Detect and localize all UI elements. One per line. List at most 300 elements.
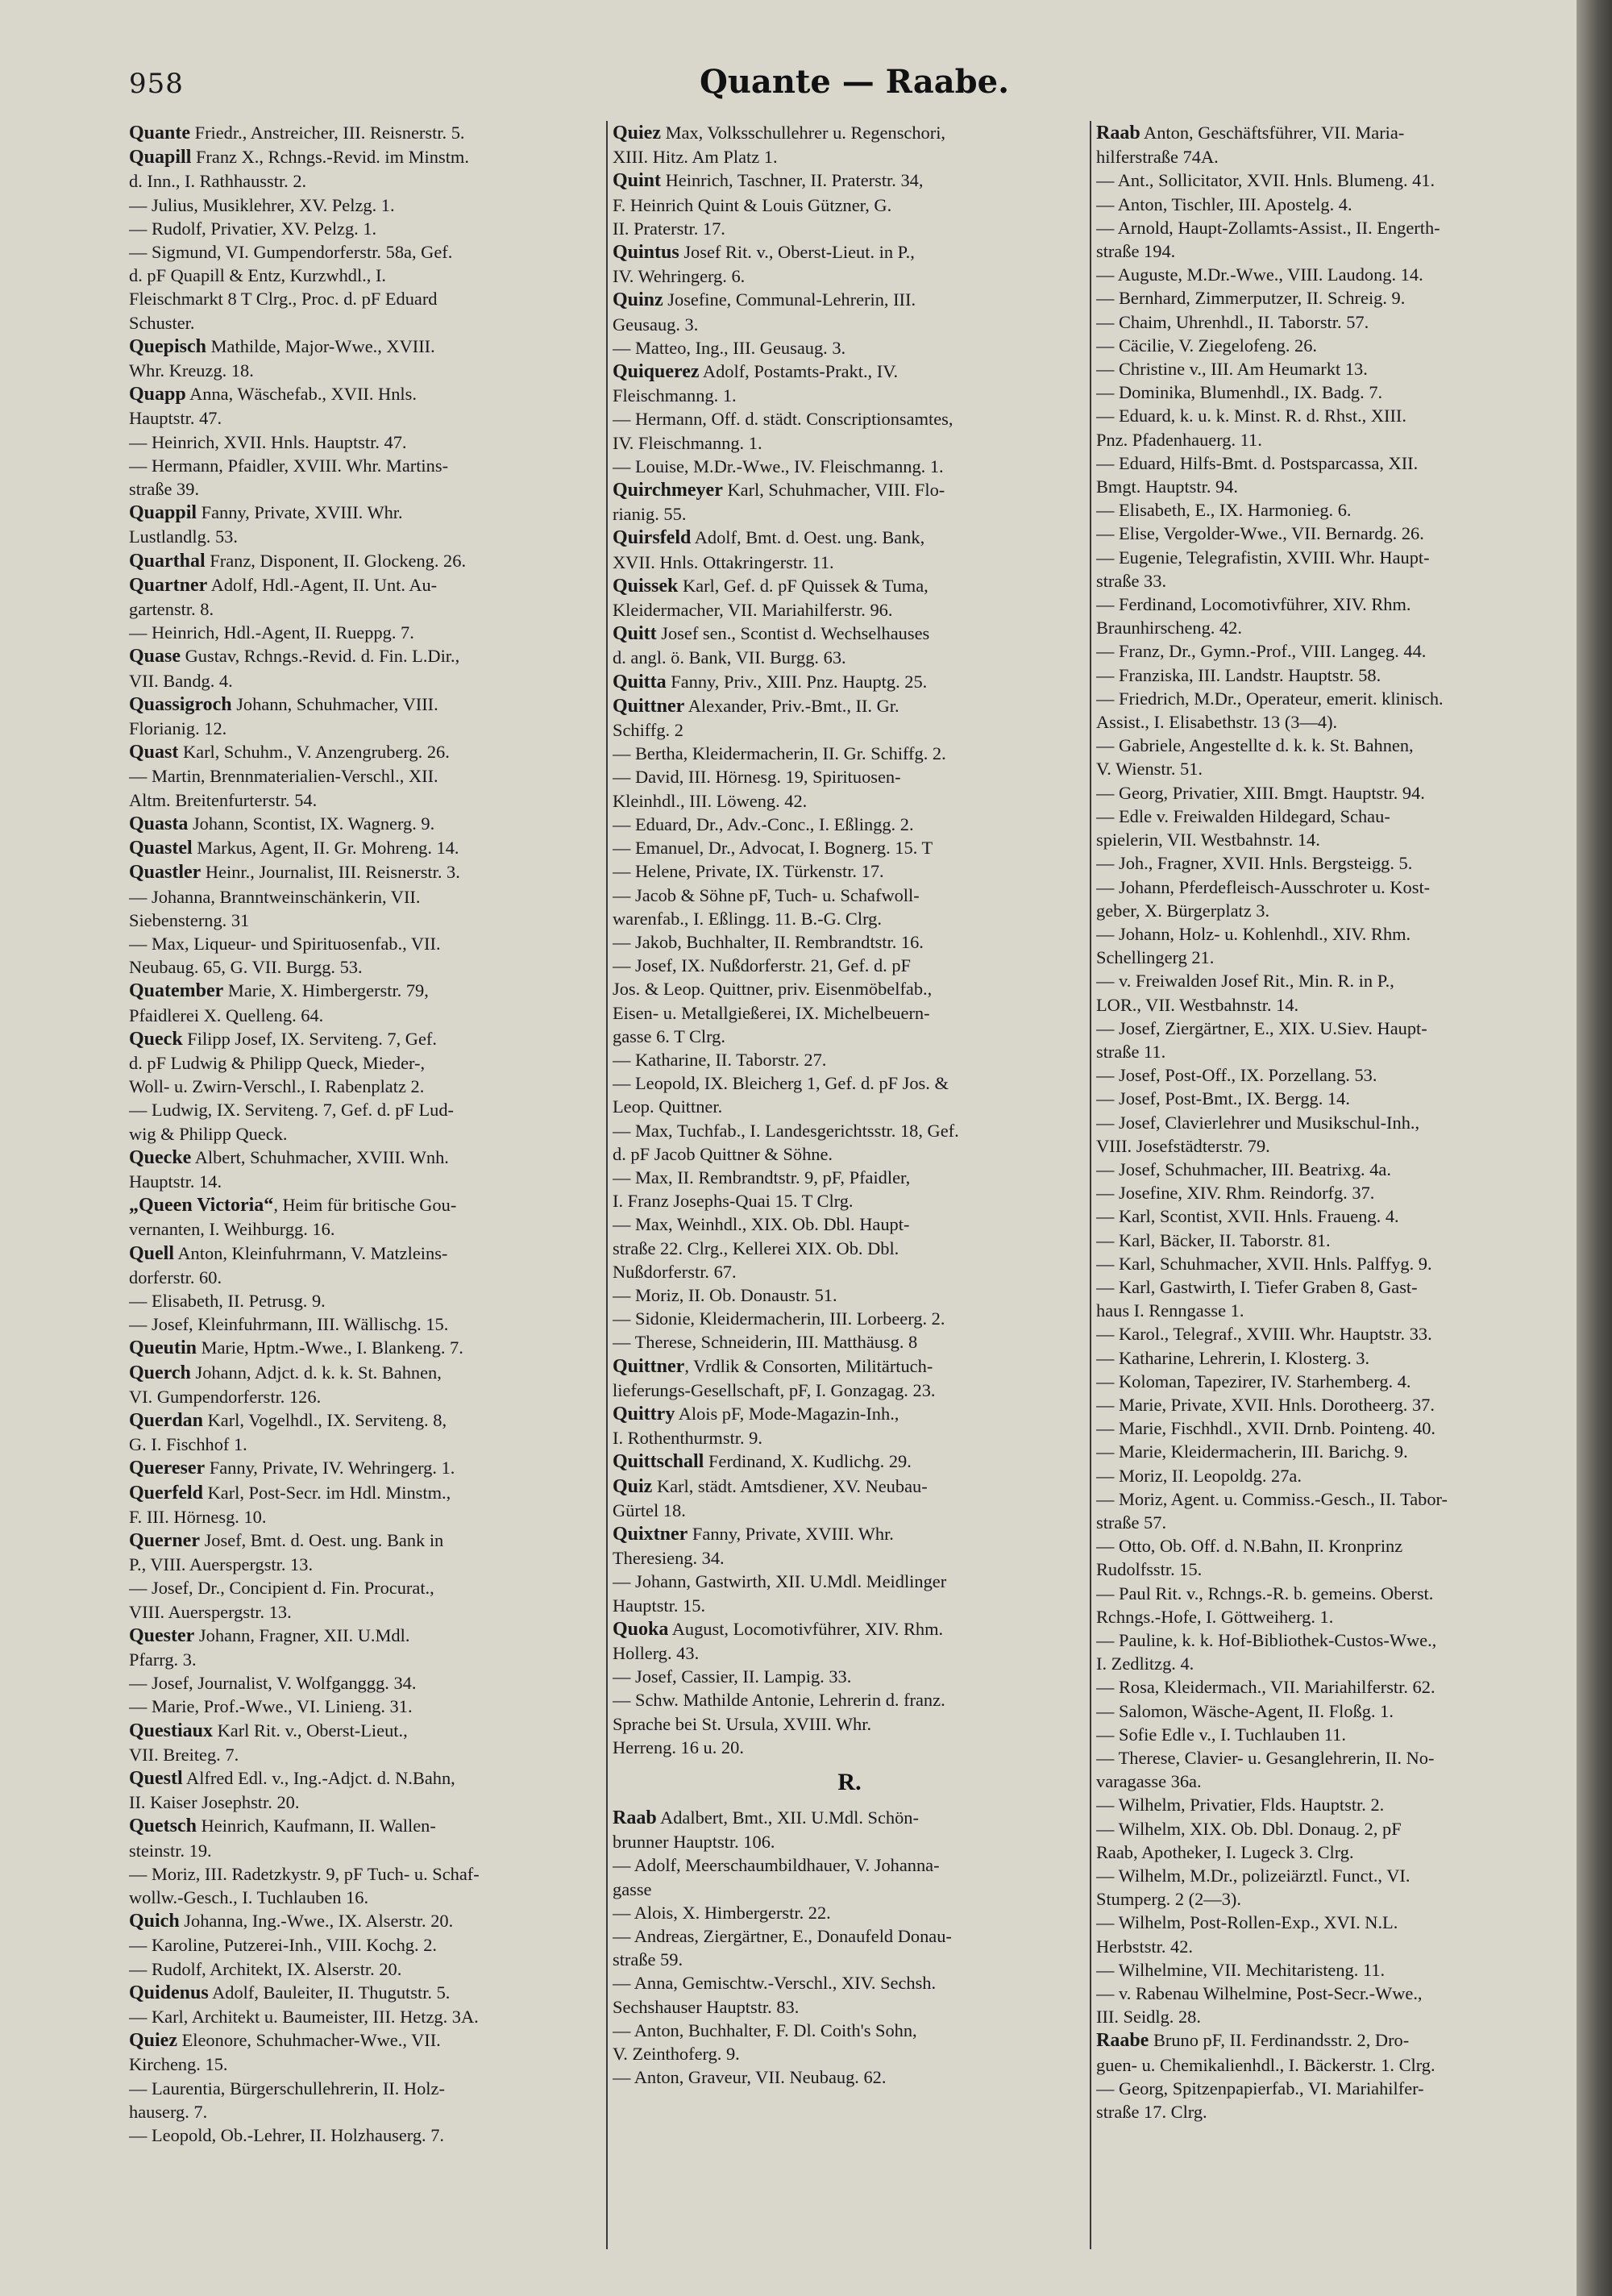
directory-entry (1096, 1511, 1570, 1534)
entry-text: Johanna, Ing.-Wwe., IX. Alserstr. 20. (179, 1911, 454, 1932)
directory-entry (129, 549, 603, 573)
entry-text: Marie, Hptm.-Wwe., I. Blankeng. 7. (197, 1337, 463, 1358)
entry-text: — Leopold, Ob.-Lehrer, II. Holzhauserg. 7. (129, 2125, 445, 2146)
directory-entry (613, 977, 1086, 1000)
entry-surname: Quirchmeyer (613, 480, 723, 501)
entry-text: — Josef, IX. Nußdorferstr. 21, Gef. d. pF (613, 955, 912, 976)
directory-entry (1096, 876, 1570, 899)
directory-entry (1096, 1087, 1570, 1110)
entry-text: — Sigmund, VI. Gumpendorferstr. 58a, Gef. (129, 242, 453, 263)
entry-text: guen- u. Chemikalienhdl., I. Bäckerstr. 1. Clrg. (1096, 2054, 1435, 2075)
entry-text: Fanny, Priv., XIII. Pnz. Hauptg. 25. (666, 671, 928, 692)
directory-entry (613, 1499, 1086, 1522)
directory-entry (1096, 2005, 1570, 2028)
directory-entry (129, 979, 603, 1003)
directory-entry (613, 789, 1086, 813)
entry-text: — Eduard, Dr., Adv.-Conc., I. Eßlingg. 2. (613, 813, 914, 834)
entry-text: — Koloman, Tapezirer, IV. Starhemberg. 4. (1096, 1371, 1411, 1391)
directory-entry (129, 477, 603, 501)
entry-text: — Eduard, Hilfs-Bmt. d. Postsparcassa, XII. (1096, 452, 1419, 473)
directory-entry (1096, 993, 1570, 1017)
directory-entry (1096, 428, 1570, 451)
directory-entry (613, 1924, 1086, 1948)
directory-entry (1096, 757, 1570, 780)
directory-entry (1096, 1628, 1570, 1652)
entry-text: — Sidonie, Kleidermacherin, III. Lorbeerg. 2. (613, 1308, 945, 1329)
directory-entry (1096, 616, 1570, 639)
directory-entry (129, 1886, 603, 1909)
entry-surname: Querdan (129, 1409, 204, 1431)
entry-text: — Max, Liqueur- und Spirituosenfab., VII. (129, 933, 441, 954)
entry-text: Karl Rit. v., Oberst-Lieut., (213, 1720, 408, 1741)
entry-text: — Paul Rit. v., Rchngs.-R. b. gemeins. Oberst. (1096, 1583, 1434, 1603)
directory-entry (1096, 1252, 1570, 1275)
entry-text: — Eduard, k. u. k. Minst. R. d. Rhst., XIII. (1096, 406, 1406, 426)
directory-entry (613, 574, 1086, 598)
directory-entry (613, 670, 1086, 694)
entry-text: Siebensterng. 31 (129, 909, 250, 930)
entry-text: Florianig. 12. (129, 718, 227, 739)
entry-surname: Quixtner (613, 1523, 688, 1545)
directory-entry (1096, 1017, 1570, 1040)
entry-surname: Raabe (1096, 2030, 1149, 2052)
directory-entry (129, 382, 603, 406)
entry-text: Johann, Scontist, IX. Wagnerg. 9. (188, 813, 435, 834)
entry-text: Friedr., Anstreicher, III. Reisnerstr. 5. (190, 123, 465, 143)
entry-text: — Max, Weinhdl., XIX. Ob. Dbl. Haupt- (613, 1214, 910, 1235)
entry-surname: Quereser (129, 1458, 206, 1479)
directory-entry (129, 2028, 603, 2053)
directory-entry (613, 264, 1086, 288)
directory-entry (1096, 1464, 1570, 1487)
entry-surname: Quase (129, 646, 181, 668)
directory-entry (1096, 639, 1570, 663)
directory-entry (1096, 1111, 1570, 1134)
directory-entry (1096, 239, 1570, 263)
entry-text: — v. Rabenau Wilhelmine, Post-Secr.-Wwe., (1096, 1983, 1423, 2004)
directory-entry (1096, 687, 1570, 710)
directory-entry (1096, 1181, 1570, 1204)
directory-entry (1096, 404, 1570, 427)
entry-text: vernanten, I. Weihburgg. 16. (129, 1219, 335, 1240)
directory-entry (1096, 2053, 1570, 2077)
entry-text: Kleidermacher, VII. Mariahilferstr. 96. (613, 600, 893, 621)
entry-text: straße 22. Clrg., Kellerei XIX. Ob. Dbl. (613, 1237, 899, 1258)
directory-entry (129, 406, 603, 430)
directory-entry (613, 1354, 1086, 1379)
entry-surname: Quester (129, 1624, 195, 1646)
entry-text: Josef, Bmt. d. Oest. ung. Bank in (199, 1529, 444, 1550)
directory-entry (129, 1433, 603, 1456)
entry-text: Alfred Edl. v., Ing.-Adjct. d. N.Bahn, (182, 1768, 455, 1789)
directory-entry (613, 1450, 1086, 1474)
entry-text: — Alois, X. Himbergerstr. 22. (613, 1902, 831, 1923)
directory-entry (1096, 1582, 1570, 1605)
entry-text: VII. Breiteg. 7. (129, 1744, 239, 1765)
directory-entry (1096, 2077, 1570, 2100)
entry-text: — Karl, Gastwirth, I. Tiefer Graben 8, Gast- (1096, 1276, 1418, 1297)
entry-text: hauserg. 7. (129, 2101, 208, 2122)
entry-surname: Quast (129, 742, 179, 763)
directory-entry (613, 907, 1086, 930)
entry-columns (129, 121, 1580, 2249)
entry-text: — Karoline, Putzerei-Inh., VIII. Kochg. 2. (129, 1935, 437, 1956)
entry-text: varagasse 36a. (1096, 1771, 1202, 1792)
directory-entry (129, 1981, 603, 2005)
directory-entry (129, 1170, 603, 1193)
directory-entry (613, 836, 1086, 859)
directory-entry (613, 1806, 1086, 1830)
directory-entry (129, 788, 603, 812)
column-divider (606, 121, 608, 2249)
directory-entry (1096, 546, 1570, 569)
directory-entry (1096, 1723, 1570, 1746)
directory-entry (1096, 263, 1570, 286)
entry-text: — Helene, Private, IX. Türkenstr. 17. (613, 861, 884, 882)
directory-entry (129, 264, 603, 287)
directory-entry (613, 1712, 1086, 1736)
directory-entry (1096, 1063, 1570, 1087)
entry-text: Jos. & Leop. Quittner, priv. Eisenmöbelfab., (613, 979, 933, 1000)
directory-entry (1096, 2028, 1570, 2053)
entry-text: — Eugenie, Telegrafistin, XVIII. Whr. Haupt- (1096, 547, 1430, 568)
entry-text: — Bertha, Kleidermacherin, II. Gr. Schiffg. 2. (613, 743, 946, 764)
entry-text: — Karl, Architekt u. Baumeister, III. Hetzg. 3A. (129, 2007, 479, 2028)
directory-entry (613, 1995, 1086, 2019)
entry-text: wig & Philipp Queck. (129, 1123, 288, 1144)
entry-text: Whr. Kreuzg. 18. (129, 360, 254, 381)
entry-text: Rchngs.-Hofe, I. Göttweiherg. 1. (1096, 1606, 1334, 1627)
directory-entry (1096, 1558, 1570, 1581)
entry-text: straße 11. (1096, 1041, 1166, 1062)
directory-entry (129, 2100, 603, 2123)
entry-text: — Moriz, II. Ob. Donaustr. 51. (613, 1284, 837, 1305)
entry-text: straße 59. (613, 1949, 683, 1970)
entry-text: — Hermann, Off. d. städt. Conscriptionsamtes, (613, 409, 953, 430)
entry-text: geber, X. Bürgerplatz 3. (1096, 900, 1270, 921)
directory-entry (613, 1402, 1086, 1426)
directory-entry (129, 1695, 603, 1718)
directory-entry (1096, 310, 1570, 334)
entry-text: Eisen- u. Metallgießerei, IX. Michelbeuern- (613, 1002, 930, 1023)
entry-surname: Quiquerez (613, 361, 700, 383)
entry-surname: Quintus (613, 242, 679, 264)
entry-text: — Julius, Musiklehrer, XV. Pelzg. 1. (129, 194, 395, 215)
directory-entry (1096, 1487, 1570, 1511)
directory-entry (613, 168, 1086, 193)
directory-entry (613, 2065, 1086, 2089)
directory-entry (613, 1166, 1086, 1189)
entry-text: — Schw. Mathilde Antonie, Lehrerin d. franz. (613, 1690, 945, 1711)
entry-surname: Quirsfeld (613, 527, 692, 549)
entry-text: — Wilhelm, M.Dr., polizeiärztl. Funct., VI. (1096, 1866, 1410, 1886)
directory-entry (1096, 286, 1570, 310)
directory-entry (1096, 1911, 1570, 1934)
entry-text: Adolf, Bauleiter, II. Thugutstr. 5. (208, 1982, 451, 2003)
entry-text: F. Heinrich Quint & Louis Gützner, G. (613, 194, 892, 215)
entry-text: VIII. Josefstädterstr. 79. (1096, 1135, 1270, 1156)
entry-text: Heinrich, Kaufmann, II. Wallen- (197, 1816, 436, 1836)
entry-surname: Queck (129, 1028, 183, 1050)
entry-text: — Georg, Spitzenpapierfab., VI. Mariahilfer- (1096, 2078, 1424, 2098)
entry-text: Neubaug. 65, G. VII. Burgg. 53. (129, 957, 363, 978)
entry-text: gartenstr. 8. (129, 599, 214, 620)
entry-text: Raab, Apotheker, I. Lugeck 3. Clrg. (1096, 1841, 1354, 1862)
entry-text: — Cäcilie, V. Ziegelofeng. 26. (1096, 335, 1318, 356)
entry-text: — Anton, Buchhalter, F. Dl. Coith's Sohn, (613, 2019, 917, 2040)
entry-text: — Ferdinand, Locomotivführer, XIV. Rhm. (1096, 594, 1411, 615)
entry-text: — Karol., Telegraf., XVIII. Whr. Hauptstr. 33. (1096, 1324, 1432, 1345)
entry-text: Gustav, Rchngs.-Revid. d. Fin. L.Dir., (181, 646, 460, 667)
directory-entry (129, 1193, 603, 1217)
entry-text: gasse (613, 1878, 652, 1899)
entry-surname: Querner (129, 1529, 200, 1551)
directory-entry (129, 1839, 603, 1862)
directory-entry (613, 1119, 1086, 1142)
entry-text: wollw.-Gesch., I. Tuchlauben 16. (129, 1887, 369, 1908)
entry-text: — Ant., Sollicitator, XVII. Hnls. Blumeng. 41. (1096, 170, 1435, 191)
directory-entry (129, 621, 603, 644)
directory-entry (129, 597, 603, 621)
directory-entry (613, 765, 1086, 788)
column-2-entries-after-section (613, 1806, 1086, 2089)
directory-entry (613, 1237, 1086, 1260)
entry-text: Schellingerg 21. (1096, 947, 1215, 968)
directory-entry (1096, 1275, 1570, 1299)
entry-text: — Moriz, III. Radetzkystr. 9, pF Tuch- u. Schaf- (129, 1863, 480, 1884)
directory-entry (613, 1853, 1086, 1877)
directory-entry (1096, 781, 1570, 805)
entry-surname: Quatember (129, 980, 224, 1002)
entry-text: VIII. Auerspergstr. 13. (129, 1601, 292, 1622)
directory-entry (1096, 334, 1570, 357)
entry-text: Geusaug. 3. (613, 314, 699, 335)
directory-entry (1096, 522, 1570, 545)
directory-entry (129, 717, 603, 740)
entry-text: Johann, Fragner, XII. U.Mdl. (194, 1624, 410, 1645)
entry-surname: Quarthal (129, 550, 206, 572)
entry-text: Heinr., Journalist, III. Reisnerstr. 3. (201, 862, 460, 883)
entry-text: — Katharine, Lehrerin, I. Klosterg. 3. (1096, 1347, 1370, 1368)
directory-entry (129, 1312, 603, 1336)
page-header (129, 58, 1580, 114)
entry-text: — Josef, Kleinfuhrmann, III. Wällischg. 15. (129, 1314, 449, 1335)
directory-entry (129, 669, 603, 693)
directory-entry (1096, 1229, 1570, 1252)
page-number: 958 (129, 68, 184, 100)
entry-surname: Questiaux (129, 1720, 214, 1741)
entry-text: — Heinrich, XVII. Hnls. Hauptstr. 47. (129, 431, 407, 452)
directory-entry (1096, 1346, 1570, 1370)
entry-text: Karl, Schuhmacher, VIII. Flo- (722, 480, 945, 501)
entry-text: Max, Volksschullehrer u. Regenschori, (661, 123, 946, 143)
entry-text: — Therese, Clavier- u. Gesanglehrerin, II. No- (1096, 1748, 1435, 1769)
entry-text: Adalbert, Bmt., XII. U.Mdl. Schön- (656, 1807, 919, 1828)
entry-text: Fanny, Private, XVIII. Whr. (688, 1523, 894, 1544)
entry-text: XVII. Hnls. Ottakringerstr. 11. (613, 551, 834, 572)
entry-text: — Rudolf, Architekt, IX. Alserstr. 20. (129, 1958, 402, 1979)
entry-text: G. I. Fischhof 1. (129, 1434, 247, 1455)
entry-surname: Quittry (613, 1403, 675, 1425)
directory-entry (613, 884, 1086, 907)
entry-surname: Quint (613, 170, 662, 192)
directory-entry (613, 954, 1086, 977)
directory-entry (1096, 1864, 1570, 1887)
directory-entry (129, 287, 603, 310)
entry-text: gasse 6. T Clrg. (613, 1025, 725, 1046)
directory-entry (129, 121, 603, 145)
scan-dark-edge (1577, 0, 1612, 2296)
entry-text: VI. Gumpendorferstr. 126. (129, 1386, 322, 1407)
entry-surname: Quoka (613, 1618, 669, 1640)
entry-surname: Quecke (129, 1146, 192, 1168)
entry-text: — Hermann, Pfaidler, XVIII. Whr. Martins- (129, 455, 449, 476)
directory-entry (613, 1641, 1086, 1665)
directory-entry (613, 360, 1086, 384)
directory-entry (613, 431, 1086, 455)
entry-text: Fleischmarkt 8 T Clrg., Proc. d. pF Eduard (129, 289, 438, 310)
directory-entry (613, 193, 1086, 217)
directory-entry (129, 1004, 603, 1027)
entry-text: I. Rothenthurmstr. 9. (613, 1428, 762, 1449)
entry-text: Hauptstr. 47. (129, 408, 222, 429)
entry-text: — Johann, Holz- u. Kohlenhdl., XIV. Rhm. (1096, 923, 1411, 944)
directory-entry (1096, 734, 1570, 757)
directory-entry (129, 145, 603, 169)
entry-text: — Marie, Fischhdl., XVII. Drnb. Pointeng. 40. (1096, 1418, 1436, 1439)
directory-entry (129, 1933, 603, 1957)
directory-entry (129, 955, 603, 979)
entry-text: — Franziska, III. Landstr. Hauptstr. 58. (1096, 664, 1381, 685)
entry-text: Adolf, Postamts-Prakt., IV. (699, 361, 899, 382)
directory-entry (613, 455, 1086, 478)
directory-entry (1096, 851, 1570, 875)
entry-surname: Querfeld (129, 1482, 203, 1504)
directory-entry (613, 1971, 1086, 1994)
entry-text: Theresieng. 34. (613, 1548, 725, 1569)
entry-text: — Moriz, Agent. u. Commiss.-Gesch., II. Tabor- (1096, 1488, 1448, 1509)
directory-entry (1096, 1817, 1570, 1841)
entry-text: Fleischmanng. 1. (613, 385, 737, 406)
column-2-entries (613, 121, 1086, 1759)
entry-text: — Jakob, Buchhalter, II. Rembrandtstr. 16. (613, 931, 924, 952)
entry-text: haus I. Renngasse 1. (1096, 1300, 1244, 1321)
directory-entry (129, 932, 603, 955)
directory-entry (613, 1688, 1086, 1712)
entry-text: Bruno pF, II. Ferdinandsstr. 2, Dro- (1149, 2030, 1410, 2051)
directory-entry (613, 742, 1086, 765)
directory-entry (1096, 828, 1570, 851)
entry-text: d. pF Jacob Quittner & Söhne. (613, 1143, 833, 1164)
directory-entry (1096, 1393, 1570, 1416)
entry-text: straße 57. (1096, 1512, 1167, 1533)
directory-entry (129, 359, 603, 382)
directory-entry (613, 1330, 1086, 1354)
entry-surname: Questl (129, 1768, 183, 1790)
entry-text: Sechshauser Hauptstr. 83. (613, 1996, 800, 2017)
entry-text: — Edle v. Freiwalden Hildegard, Schau- (1096, 805, 1390, 826)
entry-text: lieferungs-Gesellschaft, pF, I. Gonzagag. 23. (613, 1379, 936, 1400)
directory-entry (129, 1481, 603, 1505)
directory-entry (613, 1948, 1086, 1971)
entry-text: IV. Wehringerg. 6. (613, 266, 746, 287)
entry-text: — Otto, Ob. Off. d. N.Bahn, II. Kronprinz (1096, 1536, 1403, 1557)
directory-entry (613, 859, 1086, 883)
directory-entry (129, 1266, 603, 1289)
directory-entry (129, 1862, 603, 1886)
entry-text: I. Zedlitzg. 4. (1096, 1653, 1194, 1674)
entry-surname: Raab (1096, 123, 1140, 144)
entry-text: brunner Hauptstr. 106. (613, 1832, 775, 1853)
entry-text: — Emanuel, Dr., Advocat, I. Bognerg. 15. T (613, 838, 933, 859)
entry-text: — Max, II. Rembrandtstr. 9, pF, Pfaidler, (613, 1167, 911, 1188)
entry-text: P., VIII. Auerspergstr. 13. (129, 1554, 314, 1575)
entry-surname: Quittner (613, 695, 685, 717)
directory-entry (613, 646, 1086, 669)
entry-text: Josefine, Communal-Lehrerin, III. (663, 289, 916, 310)
directory-entry (1096, 1982, 1570, 2005)
entry-text: Kircheng. 15. (129, 2054, 228, 2075)
directory-entry (613, 288, 1086, 312)
entry-text: spielerin, VII. Westbahnstr. 14. (1096, 830, 1320, 851)
entry-text: — Arnold, Haupt-Zollamts-Assist., II. Engerth- (1096, 217, 1440, 238)
directory-entry (613, 1617, 1086, 1641)
directory-entry (129, 1051, 603, 1075)
entry-text: Stumperg. 2 (2—3). (1096, 1889, 1241, 1910)
entry-text: steinstr. 19. (129, 1840, 212, 1861)
entry-text: d. pF Ludwig & Philipp Queck, Mieder-, (129, 1052, 426, 1073)
entry-surname: Quepisch (129, 335, 207, 357)
directory-entry (1096, 145, 1570, 168)
entry-surname: Queutin (129, 1337, 197, 1359)
entry-text: Fanny, Private, IV. Wehringerg. 1. (205, 1458, 455, 1479)
entry-text: Pfarrg. 3. (129, 1649, 197, 1670)
entry-text: — Max, Tuchfab., I. Landesgerichtsstr. 18, Gef. (613, 1120, 959, 1141)
directory-entry (613, 1546, 1086, 1570)
entry-text: — Christine v., III. Am Heumarkt 13. (1096, 359, 1368, 380)
entry-text: — Wilhelm, XIX. Ob. Dbl. Donaug. 2, pF (1096, 1818, 1402, 1839)
directory-entry (1096, 357, 1570, 381)
entry-text: — Elisabeth, II. Petrusg. 9. (129, 1290, 326, 1311)
entry-text: — Chaim, Uhrenhdl., II. Taborstr. 57. (1096, 311, 1369, 332)
directory-entry (1096, 805, 1570, 828)
directory-entry (613, 622, 1086, 646)
entry-surname: Quetsch (129, 1816, 197, 1837)
directory-entry (1096, 1958, 1570, 1982)
entry-text: , Heim für britische Gou- (273, 1195, 457, 1216)
directory-entry (613, 1665, 1086, 1688)
entry-text: Herbststr. 42. (1096, 1936, 1194, 1957)
directory-entry (613, 1212, 1086, 1236)
directory-entry (1096, 168, 1570, 192)
directory-entry (613, 1901, 1086, 1924)
directory-entry (613, 526, 1086, 550)
directory-entry (613, 217, 1086, 240)
entry-text: straße 33. (1096, 570, 1167, 591)
directory-entry (1096, 475, 1570, 498)
directory-entry (129, 909, 603, 932)
entry-text: — Josef, Ziergärtner, E., XIX. U.Siev. Haupt- (1096, 1017, 1427, 1038)
entry-surname: Quidenus (129, 1982, 209, 2003)
entry-text: — Ludwig, IX. Serviteng. 7, Gef. d. pF Lud- (129, 1100, 454, 1121)
entry-text: — Dominika, Blumenhdl., IX. Badg. 7. (1096, 382, 1383, 403)
entry-text: Lustlandlg. 53. (129, 526, 238, 547)
directory-entry (129, 430, 603, 454)
entry-text: Johann, Adjct. d. k. k. St. Bahnen, (190, 1362, 442, 1383)
entry-text: Alexander, Priv.-Bmt., II. Gr. (684, 695, 899, 716)
directory-entry (613, 1095, 1086, 1118)
directory-entry (613, 1307, 1086, 1330)
